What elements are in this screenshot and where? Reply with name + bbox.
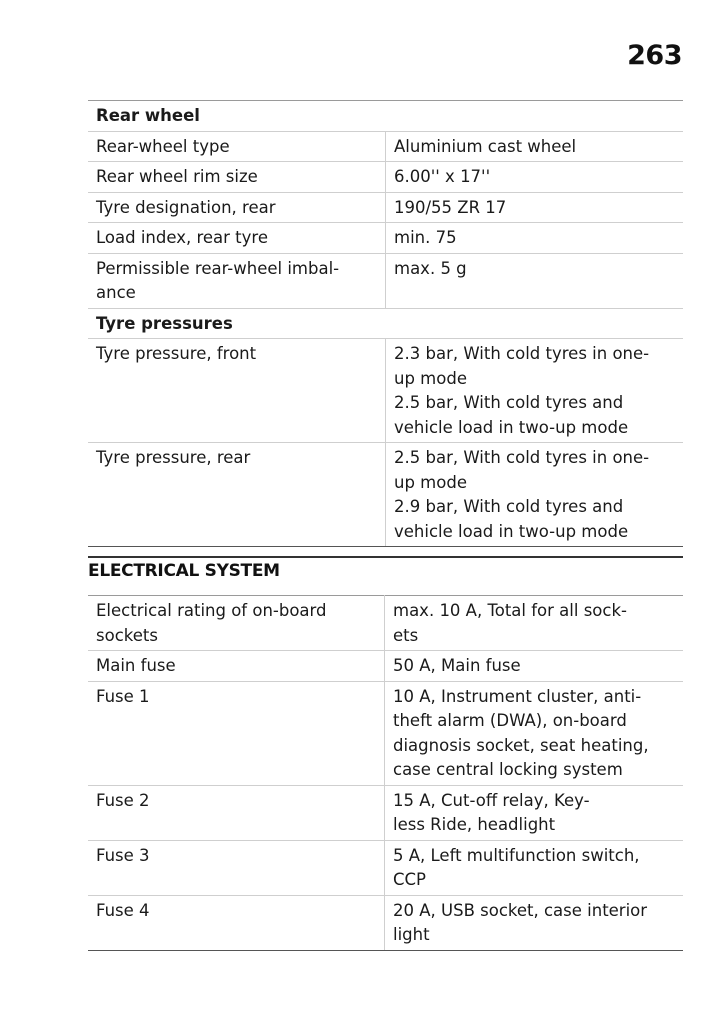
text-line: Main fuse: [96, 656, 176, 675]
table-row: [88, 443, 683, 547]
text-line: Tyre pressure, front: [96, 344, 257, 363]
text-line: theft alarm (DWA), on-board: [393, 711, 627, 730]
text-line: 190/55 ZR 17: [394, 197, 507, 217]
table-row: [88, 895, 683, 950]
spec-label: [88, 681, 385, 785]
text-line: 2.5 bar, With cold tyres in one-: [394, 448, 650, 467]
text-line: max. 10 A, Total for all sock-: [393, 601, 627, 620]
group-heading-row: [88, 101, 683, 132]
text-line: Electrical rating of on-board: [96, 601, 327, 620]
spec-value: [385, 840, 684, 895]
text-line: 15 A, Cut-off relay, Key-: [393, 790, 590, 810]
text-line: Fuse 4: [96, 900, 150, 920]
text-line: min. 75: [394, 228, 457, 247]
table-row: [88, 192, 683, 223]
text-line: less Ride, headlight: [393, 815, 556, 834]
wheel-spec-table: [88, 100, 683, 547]
text-line: light: [393, 925, 430, 944]
text-line: up mode: [394, 472, 467, 492]
spec-label: [88, 339, 386, 443]
table-row: [88, 339, 683, 443]
text-line: Permissible rear-wheel imbal-: [96, 258, 340, 278]
spec-value: [385, 681, 684, 785]
spec-value: [386, 339, 684, 443]
spec-value: [386, 443, 684, 547]
spec-value: [385, 895, 684, 950]
spec-label: [88, 253, 386, 308]
text-line: Rear-wheel type: [96, 136, 230, 156]
text-line: Tyre pressure, rear: [96, 448, 251, 467]
text-line: 5 A, Left multifunction switch,: [393, 845, 640, 865]
spec-label: [88, 443, 386, 547]
text-line: Rear wheel rim size: [96, 167, 258, 186]
text-line: Aluminium cast wheel: [394, 136, 577, 156]
text-line: case central locking system: [393, 760, 623, 779]
spec-value: [386, 131, 684, 162]
text-line: diagnosis socket, seat heating,: [393, 735, 649, 755]
text-line: 20 A, USB socket, case interior: [393, 900, 648, 920]
spec-label: [88, 785, 385, 840]
text-line: Fuse 1: [96, 686, 150, 706]
spec-label: [88, 895, 385, 950]
spec-value: [386, 192, 684, 223]
table-row: [88, 651, 683, 682]
group-heading: Tyre pressures: [88, 308, 683, 339]
table-row: [88, 131, 683, 162]
text-line: 2.5 bar, With cold tyres and: [394, 393, 624, 412]
group-heading-row: [88, 308, 683, 339]
text-line: ance: [96, 283, 136, 302]
table-row: [88, 223, 683, 254]
text-line: ets: [393, 625, 419, 645]
spec-value: [385, 651, 684, 682]
spec-label: [88, 131, 386, 162]
text-line: Fuse 3: [96, 845, 150, 865]
text-line: 10 A, Instrument cluster, anti-: [393, 686, 642, 706]
text-line: 50 A, Main fuse: [393, 656, 521, 675]
text-line: vehicle load in two-up mode: [394, 417, 629, 437]
spec-value: [386, 253, 684, 308]
table-row: [88, 681, 683, 785]
text-line: Fuse 2: [96, 790, 150, 810]
text-line: up mode: [394, 368, 467, 388]
table-row: [88, 162, 683, 193]
spec-value: [386, 223, 684, 254]
section-divider: [88, 556, 683, 558]
text-line: vehicle load in two-up mode: [394, 521, 629, 541]
text-line: 2.9 bar, With cold tyres and: [394, 497, 624, 516]
spec-label: [88, 596, 385, 651]
spec-label: [88, 162, 386, 193]
electrical-spec-table: [88, 595, 683, 951]
spec-label: [88, 840, 385, 895]
table-row: [88, 840, 683, 895]
spec-value: [386, 162, 684, 193]
spec-value: [385, 785, 684, 840]
text-line: Tyre designation, rear: [96, 197, 276, 217]
section-title-electrical: ELECTRICAL SYSTEM: [88, 561, 280, 581]
spec-label: [88, 223, 386, 254]
text-line: sockets: [96, 625, 158, 645]
text-line: CCP: [393, 870, 426, 889]
table-row: [88, 785, 683, 840]
text-line: max. 5 g: [394, 258, 467, 278]
page-number: 263: [627, 40, 682, 71]
text-line: 2.3 bar, With cold tyres in one-: [394, 344, 650, 363]
text-line: Load index, rear tyre: [96, 228, 268, 247]
group-heading: Rear wheel: [88, 101, 683, 132]
text-line: 6.00'' x 17'': [394, 167, 491, 186]
table-row: [88, 596, 683, 651]
spec-label: [88, 192, 386, 223]
spec-value: [385, 596, 684, 651]
spec-label: [88, 651, 385, 682]
table-row: [88, 253, 683, 308]
